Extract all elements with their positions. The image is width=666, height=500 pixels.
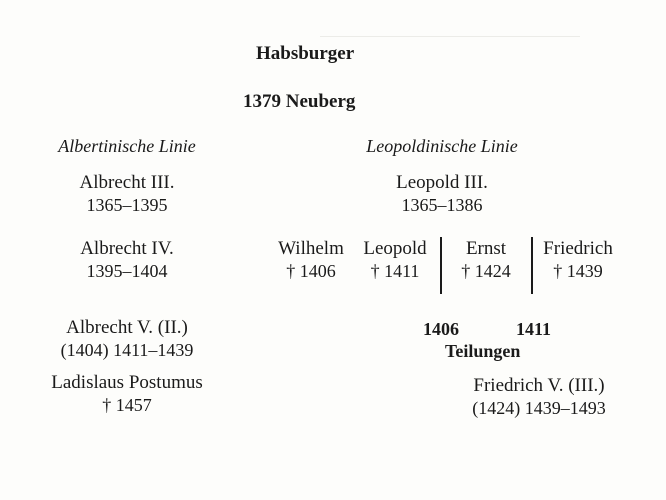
leopoldine-son [363, 238, 426, 282]
member-dates: † 1424 [461, 261, 511, 281]
member-name: Albrecht IV. [80, 238, 174, 259]
member-name: Friedrich V. (III.) [473, 375, 605, 396]
albertine-member [80, 172, 175, 216]
albertine-member [61, 317, 194, 361]
leopoldine-son [543, 238, 613, 282]
member-dates: † 1406 [286, 261, 336, 281]
member-dates: † 1411 [370, 261, 420, 281]
divisions-label: Teilungen [445, 341, 521, 361]
member-name: Ladislaus Postumus [51, 372, 203, 393]
member-dates: 1365–1386 [401, 195, 483, 215]
member-name: Leopold III. [396, 172, 488, 193]
member-dates: † 1457 [102, 395, 152, 415]
albertine-member [51, 372, 202, 416]
member-dates: (1424) 1439–1493 [472, 398, 606, 418]
division-line [531, 237, 533, 294]
scan-artifact-line [320, 36, 580, 37]
leopoldine-son [461, 238, 511, 282]
member-name: Friedrich [543, 238, 613, 259]
page-subtitle: 1379 Neuberg [243, 91, 356, 112]
member-name: Ernst [465, 238, 507, 259]
member-name: Albrecht III. [79, 172, 175, 193]
member-dates: 1365–1395 [86, 195, 168, 215]
leopoldine-son [278, 238, 344, 282]
member-name: Leopold [363, 238, 427, 259]
member-name: Wilhelm [278, 238, 344, 259]
leopoldine-successor [472, 375, 606, 419]
member-name: Albrecht V. (II.) [66, 317, 188, 338]
division-year: 1406 [423, 319, 459, 339]
division-line [440, 237, 442, 294]
member-dates: 1395–1404 [86, 261, 168, 281]
albertine-member [80, 238, 174, 282]
division-year: 1411 [516, 319, 552, 339]
leopoldine-founder [396, 172, 488, 216]
albertine-heading: Albertinische Linie [58, 136, 196, 156]
member-dates: (1404) 1411–1439 [60, 340, 194, 360]
leopoldine-heading: Leopoldinische Linie [366, 136, 518, 156]
page-title: Habsburger [256, 43, 355, 64]
member-dates: † 1439 [553, 261, 603, 281]
